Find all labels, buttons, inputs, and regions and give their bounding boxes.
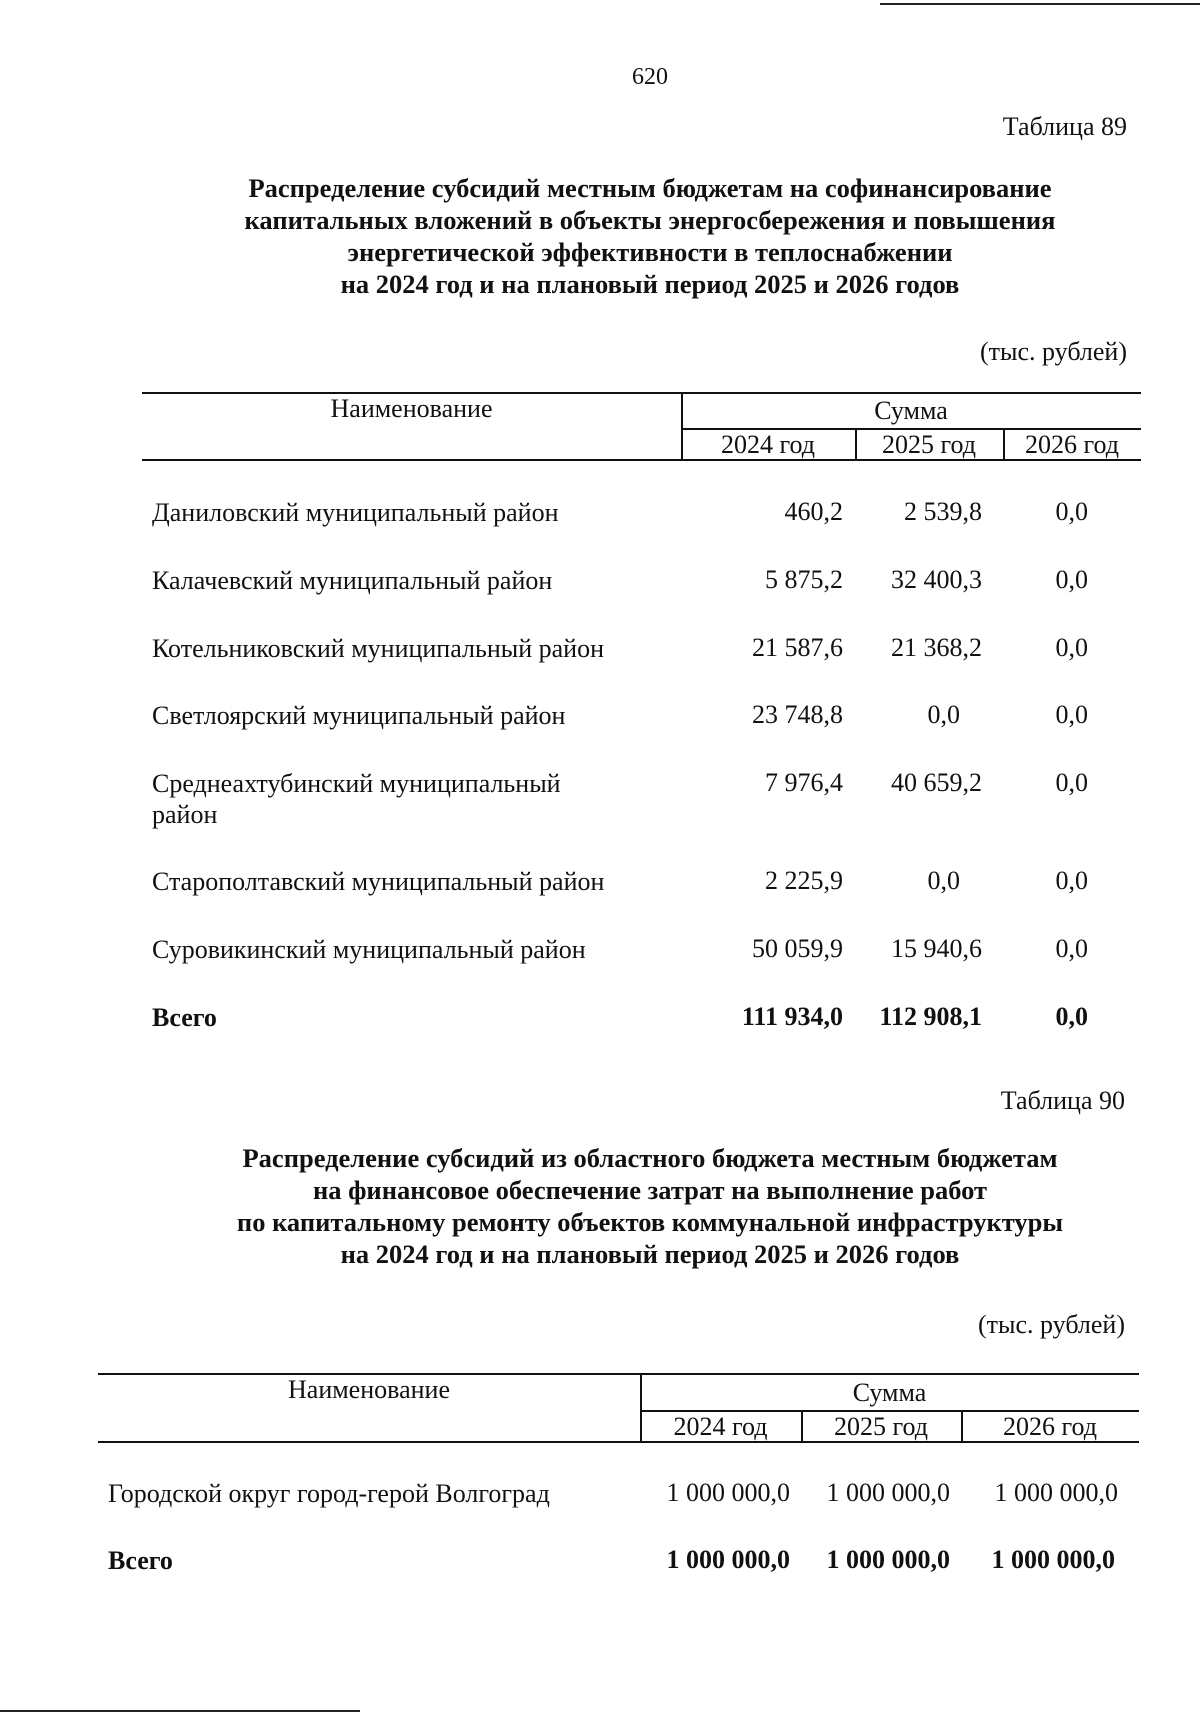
header-year-2025: 2025 год	[834, 1412, 928, 1441]
total-value-2025: 1 000 000,0	[826, 1545, 950, 1574]
row-name	[152, 768, 561, 830]
row-value-2025: 0,0	[927, 700, 960, 729]
table-89-units: (тыс. рублей)	[979, 337, 1127, 366]
row-name: Суровикинский муниципальный район	[152, 935, 586, 964]
title-line: Распределение субсидий местным бюджетам на софинансирование	[248, 173, 1052, 203]
total-value-2024: 111 934,0	[741, 1002, 843, 1031]
row-value-2024: 2 225,9	[765, 866, 843, 895]
header-year-2024: 2024 год	[673, 1412, 768, 1441]
table-90-units: (тыс. рублей)	[977, 1310, 1125, 1339]
row-value-2026: 0,0	[1055, 700, 1088, 729]
row-value-2026: 0,0	[1055, 565, 1088, 594]
row-value-2024: 460,2	[784, 497, 843, 526]
row-value-2025: 1 000 000,0	[826, 1478, 950, 1507]
title-line: на 2024 год и на плановый период 2025 и 2026 годов	[340, 1239, 960, 1269]
row-value-2024: 23 748,8	[752, 700, 843, 729]
row-value-2025: 15 940,6	[891, 934, 982, 963]
row-name: Старополтавский муниципальный район	[152, 867, 605, 896]
row-value-2026: 0,0	[1055, 934, 1088, 963]
header-year-2025: 2025 год	[882, 430, 976, 459]
title-line: капитальных вложений в объекты энергосбережения и повышения	[244, 205, 1056, 235]
row-name-line: район	[152, 800, 218, 829]
header-sum: Сумма	[874, 396, 948, 425]
row-value-2025: 21 368,2	[891, 633, 982, 662]
table-89-title	[180, 172, 1120, 300]
row-name-line: Среднеахтубинский муниципальный	[152, 769, 561, 798]
row-name: Городской округ город-герой Волгоград	[108, 1479, 550, 1508]
title-line: энергетической эффективности в теплоснабжении	[347, 237, 953, 267]
row-name: Светлоярский муниципальный район	[152, 701, 566, 730]
title-line: Распределение субсидий из областного бюджета местным бюджетам	[242, 1143, 1058, 1173]
header-year-2024: 2024 год	[721, 430, 815, 459]
header-sum: Сумма	[852, 1378, 927, 1407]
row-name: Даниловский муниципальный район	[152, 498, 559, 527]
header-year-2026: 2026 год	[1025, 430, 1119, 459]
row-value-2025: 32 400,3	[891, 565, 982, 594]
row-value-2024: 50 059,9	[752, 934, 843, 963]
row-value-2024: 5 875,2	[765, 565, 843, 594]
header-year-2026: 2026 год	[1003, 1412, 1097, 1441]
row-value-2025: 40 659,2	[891, 768, 982, 797]
total-value-2024: 1 000 000,0	[666, 1545, 790, 1574]
total-value-2026: 0,0	[1055, 1002, 1088, 1031]
total-label: Всего	[152, 1003, 217, 1032]
total-value-2025: 112 908,1	[879, 1002, 982, 1031]
row-value-2026: 0,0	[1055, 633, 1088, 662]
scan-edge-line	[880, 3, 1200, 5]
table-90-title	[180, 1142, 1120, 1270]
row-value-2026: 1 000 000,0	[994, 1478, 1118, 1507]
row-name: Котельниковский муниципальный район	[152, 634, 604, 663]
title-line: по капитальному ремонту объектов коммунальной инфраструктуры	[236, 1207, 1064, 1237]
total-label: Всего	[108, 1546, 173, 1575]
row-value-2026: 0,0	[1055, 768, 1088, 797]
title-line: на 2024 год и на плановый период 2025 и 2026 годов	[340, 269, 960, 299]
row-value-2024: 21 587,6	[752, 633, 843, 662]
title-line: на финансовое обеспечение затрат на выполнение работ	[312, 1175, 988, 1205]
row-value-2025: 0,0	[927, 866, 960, 895]
row-value-2024: 7 976,4	[765, 768, 843, 797]
scan-edge-line	[0, 1710, 360, 1712]
row-value-2026: 0,0	[1055, 866, 1088, 895]
page-number: 620	[632, 64, 668, 90]
row-name: Калачевский муниципальный район	[152, 566, 553, 595]
row-value-2024: 1 000 000,0	[666, 1478, 790, 1507]
row-value-2025: 2 539,8	[904, 497, 982, 526]
header-name: Наименование	[288, 1375, 450, 1404]
total-value-2026: 1 000 000,0	[991, 1545, 1115, 1574]
table-89-label: Таблица 89	[1002, 112, 1127, 141]
table-90-label: Таблица 90	[1000, 1086, 1125, 1115]
row-value-2026: 0,0	[1055, 497, 1088, 526]
header-name: Наименование	[330, 394, 493, 423]
